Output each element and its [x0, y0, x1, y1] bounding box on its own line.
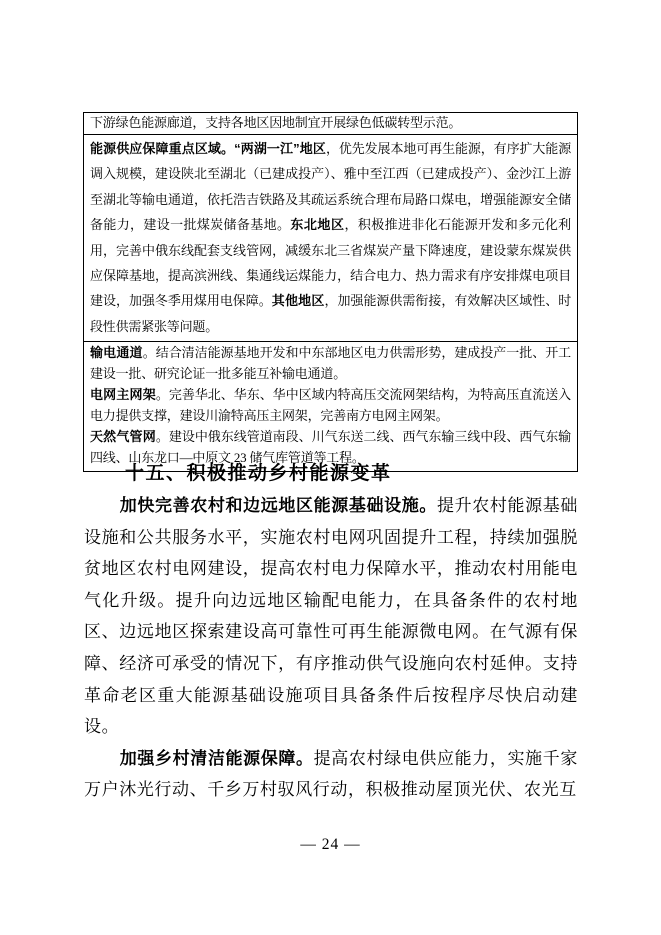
table-cell-paragraph: [90, 136, 571, 339]
table-cell: [84, 113, 578, 135]
body-text: [84, 490, 578, 806]
section-heading: 十五、积极推动乡村能源变革: [125, 463, 392, 484]
bold-term: 电网主网架: [90, 387, 156, 403]
table-row: [84, 135, 578, 342]
text-segment: 。结合清洁能源基地开发和中东部地区电力供需形势，建成投产一批、开工建设一批、研究论证一批多能互补输电通道。: [90, 345, 571, 382]
paragraph-lead: 加快完善农村和边远地区能源基础设施。: [119, 496, 437, 515]
bold-term: 东北地区: [290, 217, 345, 233]
text-segment: ，优先发展本地可再生能源，有序扩大能源调入规模，建设陕北至湖北（已建成投产）、雅中至江西（已建成投产）、金沙江上游至湖北等输电通道，依托浩吉铁路及其疏运系统合理布局路口煤电，增强能源安全储备能力，建设一批煤炭储备基地。: [90, 141, 571, 233]
page-number: — 24 —: [300, 836, 361, 853]
paragraph-lead: 加强乡村清洁能源保障。: [119, 748, 314, 768]
table-cell-paragraph: [90, 114, 571, 132]
table-row: [84, 342, 578, 471]
body-paragraph: [84, 490, 578, 743]
paragraph-text: 提升农村能源基础设施和公共服务水平，实施农村电网巩固提升工程，持续加强脱贫地区农村电网建设，提高农村电力保障水平，推动农村用能电气化升级。提升向边远地区输配电能力，在具备条件的农村地区、边远地区探索建设高可靠性可再生能源微电网。在气源有保障、经济可承受的情况下，有序推动供气设施向农村延伸。支持革命老区重大能源基础设施项目具备条件后按程序尽快启动建设。: [84, 496, 578, 737]
table-cell-paragraph: [90, 385, 571, 427]
text-segment: 。完善华北、华东、华中区域内特高压交流网架结构，为特高压直流送入电力提供支撑，建设川渝特高压主网架，完善南方电网主网架。: [90, 387, 571, 423]
table-cell: [84, 342, 578, 471]
text-segment: ，积极推进非化石能源开发和多元化利用，完善中俄东线配套支线管网，减缓东北三省煤炭产量下降速度，建设蒙东煤炭供应保障基地，提高滨洲线、集通线运煤能力，结合电力、热力需求有序安排煤电项目建设，加强冬季用煤用电保障。: [90, 217, 571, 309]
bold-term: 其他地区: [271, 293, 325, 309]
table-row: [84, 113, 578, 135]
bold-term: 输电通道: [90, 345, 143, 361]
table-cell-paragraph: [90, 343, 571, 385]
energy-planning-table: [83, 112, 578, 472]
bold-term: 天然气管网: [90, 428, 156, 444]
bold-term: 能源供应保障重点区域。“两湖一江”地区: [90, 141, 326, 156]
text-segment: 。建设中俄东线管道南段、川气东送二线、西气东输三线中段、西气东输四线、山东龙口—中原文 23 储气库管道等工程。: [90, 428, 571, 465]
table-cell: [84, 135, 578, 342]
text-segment: 下游绿色能源廊道，支持各地区因地制宜开展绿色低碳转型示范。: [90, 115, 462, 130]
text-segment: ，加强能源供需衔接，有效解决区域性、时段性供需紧张等问题。: [90, 293, 571, 334]
paragraph-text: 提高农村绿电供应能力，实施千家万户沐光行动、千乡万村驭风行动，积极推动屋顶光伏、农光互: [84, 748, 579, 800]
energy-planning-table-body: [84, 113, 578, 472]
body-paragraph: [84, 743, 578, 806]
